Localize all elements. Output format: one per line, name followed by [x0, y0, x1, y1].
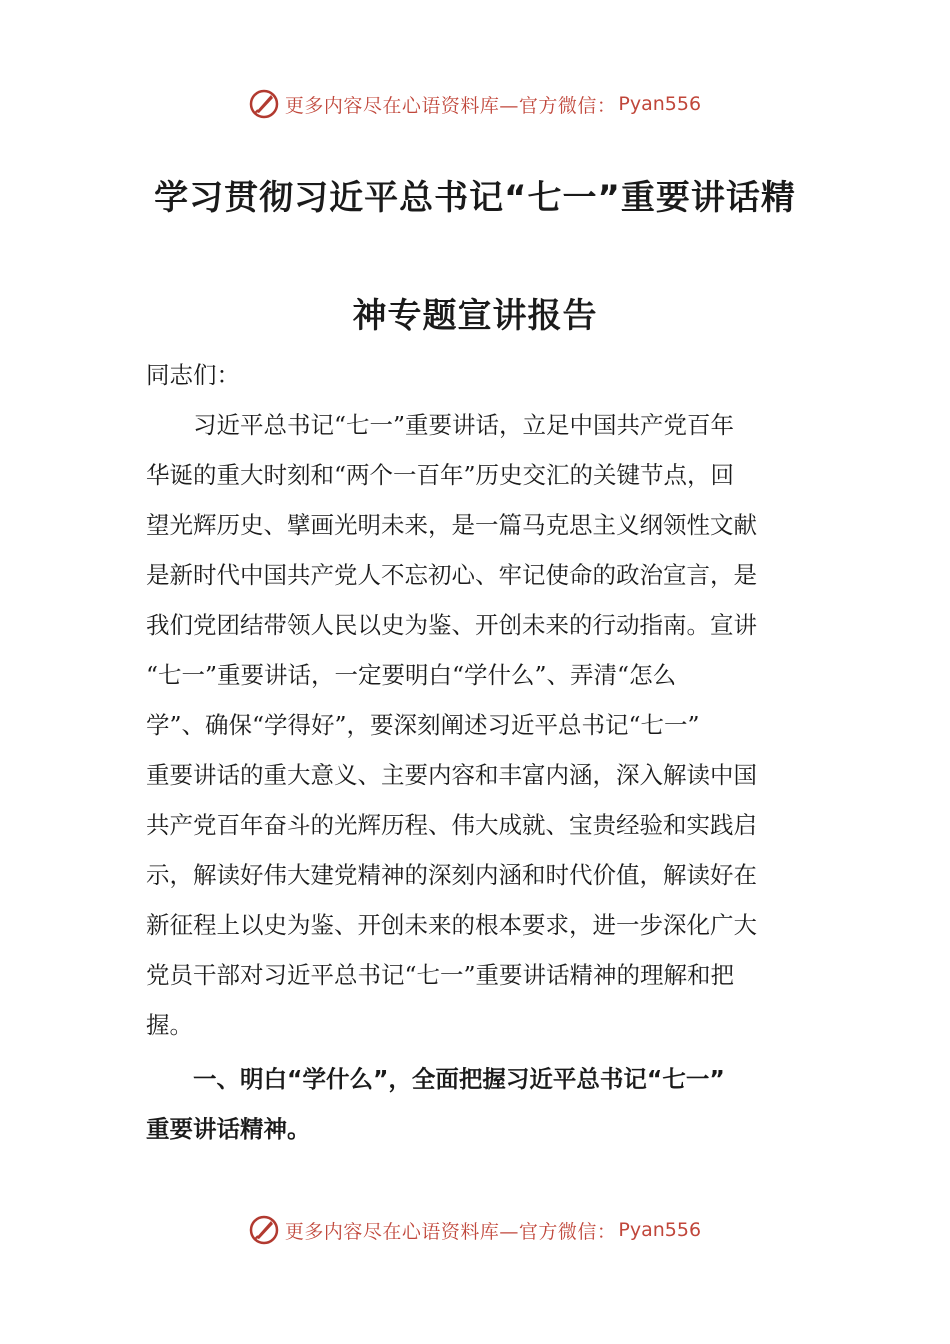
paragraph-line: 学”、确保“学得好”，要深刻阐述习近平总书记“七一”: [146, 711, 700, 739]
watermark-wechat-id: Pyan556: [618, 93, 702, 115]
watermark-header: [0, 84, 950, 124]
quill-logo-icon: [249, 89, 279, 119]
section-heading-line: 一、明白“学什么”，全面把握习近平总书记“七一”: [193, 1065, 725, 1093]
paragraph-line: “七一”重要讲话，一定要明白“学什么”、弄清“怎么: [146, 661, 677, 689]
paragraph-line: 华诞的重大时刻和“两个一百年”历史交汇的关键节点，回: [146, 461, 735, 489]
watermark-wechat-id: Pyan556: [618, 1219, 702, 1241]
paragraph-line: 习近平总书记“七一”重要讲话，立足中国共产党百年: [193, 411, 735, 439]
paragraph-line: 共产党百年奋斗的光辉历程、伟大成就、宝贵经验和实践启: [146, 811, 757, 839]
paragraph-line: 握。: [146, 1011, 193, 1039]
paragraph-line: 重要讲话的重大意义、主要内容和丰富内涵，深入解读中国: [146, 761, 757, 789]
paragraph-line: 望光辉历史、擘画光明未来，是一篇马克思主义纲领性文献: [146, 511, 757, 539]
watermark-text: 更多内容尽在心语资料库—官方微信：: [284, 1220, 617, 1243]
salutation: 同志们：: [146, 361, 240, 389]
paragraph-line: 示，解读好伟大建党精神的深刻内涵和时代价值，解读好在: [146, 861, 757, 889]
watermark-footer: [0, 1210, 950, 1250]
paragraph-line: 是新时代中国共产党人不忘初心、牢记使命的政治宣言，是: [146, 561, 757, 589]
document-title-line-2: 神专题宣讲报告: [352, 296, 598, 336]
document-title-line-1: 学习贯彻习近平总书记“七一”重要讲话精: [154, 178, 796, 218]
paragraph-line: 我们党团结带领人民以史为鉴、开创未来的行动指南。宣讲: [146, 611, 757, 639]
paragraph-line: 党员干部对习近平总书记“七一”重要讲话精神的理解和把: [146, 961, 735, 989]
section-heading-line: 重要讲话精神。: [146, 1115, 311, 1143]
watermark-text: 更多内容尽在心语资料库—官方微信：: [284, 94, 617, 117]
quill-logo-icon: [249, 1215, 279, 1245]
paragraph-line: 新征程上以史为鉴、开创未来的根本要求，进一步深化广大: [146, 911, 757, 939]
document-body: [146, 350, 811, 1154]
